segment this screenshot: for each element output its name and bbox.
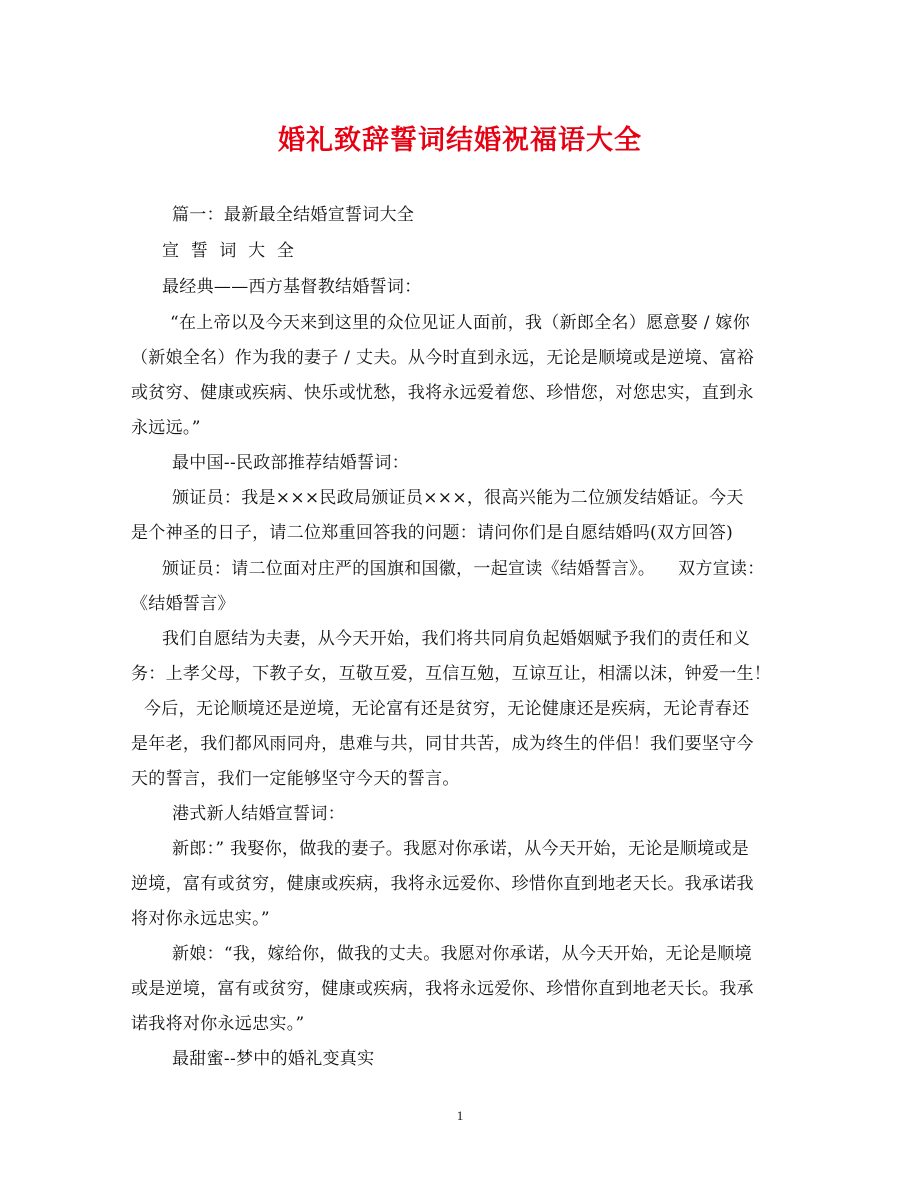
page-number: 1 — [456, 1108, 464, 1123]
text-line: 港式新人结婚宣誓词： — [172, 804, 345, 824]
text-line: “在上帝以及今天来到这里的众位见证人面前，我（新郎全名）愿意娶 / 嫁你 — [170, 313, 751, 333]
text-line: 今后，无论顺境还是逆境，无论富有还是贫穷，无论健康还是疾病，无论青春还 — [144, 699, 750, 719]
text-line: 是个神圣的日子，请二位郑重回答我的问题：请问你们是自愿结婚吗(双方回答) — [131, 523, 734, 543]
text-line: 新郎：” 我娶你，做我的妻子。我愿对你承诺，从今天开始，无论是顺境或是 — [172, 839, 750, 859]
text-line: 颁证员：我是×××民政局颁证员×××，很高兴能为二位颁发结婚证。今天 — [172, 488, 744, 508]
text-line: 务：上孝父母，下教子女，互敬互爱，互信互勉，互谅互让，相濡以沫，钟爱一生！ — [131, 664, 772, 684]
text-line: 或贫穷、健康或疾病、快乐或忧愁，我将永远爱着您、珍惜您，对您忠实，直到永 — [131, 383, 754, 403]
text-line: 颁证员：请二位面对庄严的国旗和国徽，一起宣读《结婚誓言》。 双方宣读： — [162, 559, 765, 579]
text-line: 是年老，我们都风雨同舟，患难与共，同甘共苦，成为终生的伴侣！我们要坚守今 — [131, 734, 754, 754]
text-line: 天的誓言，我们一定能够坚守今天的誓言。 — [131, 769, 460, 789]
text-line: 或是逆境，富有或贫穷，健康或疾病，我将永远爱你、珍惜你直到地老天长。我承 — [131, 979, 754, 999]
text-line: 永远远。” — [131, 418, 201, 438]
text-line: 新娘：“我，嫁给你，做我的丈夫。我愿对你承诺，从今天开始，无论是顺境 — [172, 944, 752, 964]
text-line: 诺我将对你永远忠实。” — [131, 1014, 305, 1034]
text-line: 最中国--民政部推荐结婚誓词： — [172, 453, 409, 473]
document-title: 婚礼致辞誓词结婚祝福语大全 — [278, 125, 642, 156]
text-line: 篇一：最新最全结婚宣誓词大全 — [172, 205, 415, 225]
text-line: 逆境，富有或贫穷，健康或疾病，我将永远爱你、珍惜你直到地老天长。我承诺我 — [131, 874, 754, 894]
text-line: （新娘全名）作为我的妻子 / 丈夫。从今时直到永远，无论是顺境或是逆境、富裕 — [131, 348, 754, 368]
text-line: 最经典——西方基督教结婚誓词： — [162, 277, 422, 297]
text-line: 宣 誓 词 大 全 — [162, 241, 295, 261]
text-line: 将对你永远忠实。” — [131, 909, 270, 929]
text-line: 《结婚誓言》 — [131, 594, 235, 614]
text-line: 最甜蜜--梦中的婚礼变真实 — [172, 1049, 375, 1069]
text-line: 我们自愿结为夫妻，从今天开始，我们将共同肩负起婚姻赋予我们的责任和义 — [162, 629, 751, 649]
